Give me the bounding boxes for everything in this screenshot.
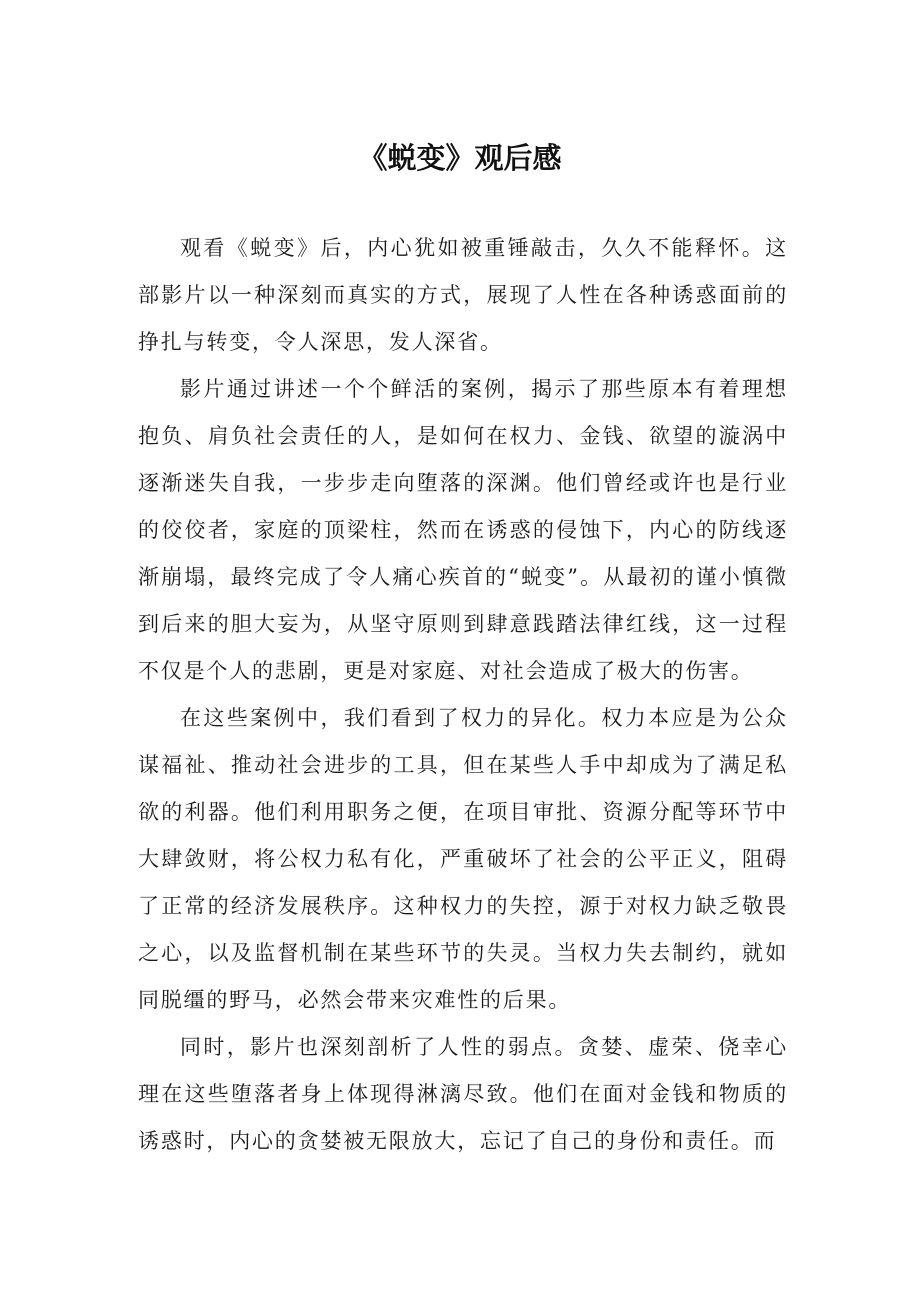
paragraph-2: 影片通过讲述一个个鲜活的案例，揭示了那些原本有着理想抱负、肩负社会责任的人，是如何在权力、金钱、欲望的漩涡中逐渐迷失自我，一步步走向堕落的深渊。他们曾经或许也是行业的佼佼者，家庭的顶梁柱，然而在诱惑的侵蚀下，内心的防线逐渐崩塌，最终完成了令人痛心疾首的“蜕变”。从最初的谨小慎微到后来的胆大妄为，从坚守原则到肆意践踏法律红线，这一过程不仅是个人的悲剧，更是对家庭、对社会造成了极大的伤害。 (138, 377, 788, 683)
paragraph-1: 观看《蜕变》后，内心犹如被重锤敲击，久久不能释怀。这部影片以一种深刻而真实的方式，展现了人性在各种诱惑面前的挣扎与转变，令人深思，发人深省。 (138, 236, 788, 354)
paragraph-3: 在这些案例中，我们看到了权力的异化。权力本应是为公众谋福祉、推动社会进步的工具，但在某些人手中却成为了满足私欲的利器。他们利用职务之便，在项目审批、资源分配等环节中大肆敛财，将公权力私有化，严重破坏了社会的公平正义，阻碍了正常的经济发展秩序。这种权力的失控，源于对权力缺乏敬畏之心，以及监督机制在某些环节的失灵。当权力失去制约，就如同脱缰的野马，必然会带来灾难性的后果。 (138, 706, 788, 1012)
document-title: 《蜕变》观后感 (358, 141, 562, 175)
paragraph-4: 同时，影片也深刻剖析了人性的弱点。贪婪、虚荣、侥幸心理在这些堕落者身上体现得淋漓尽致。他们在面对金钱和物质的诱惑时，内心的贪婪被无限放大，忘记了自己的身份和责任。而 (138, 1035, 788, 1153)
document-body (138, 225, 788, 1165)
